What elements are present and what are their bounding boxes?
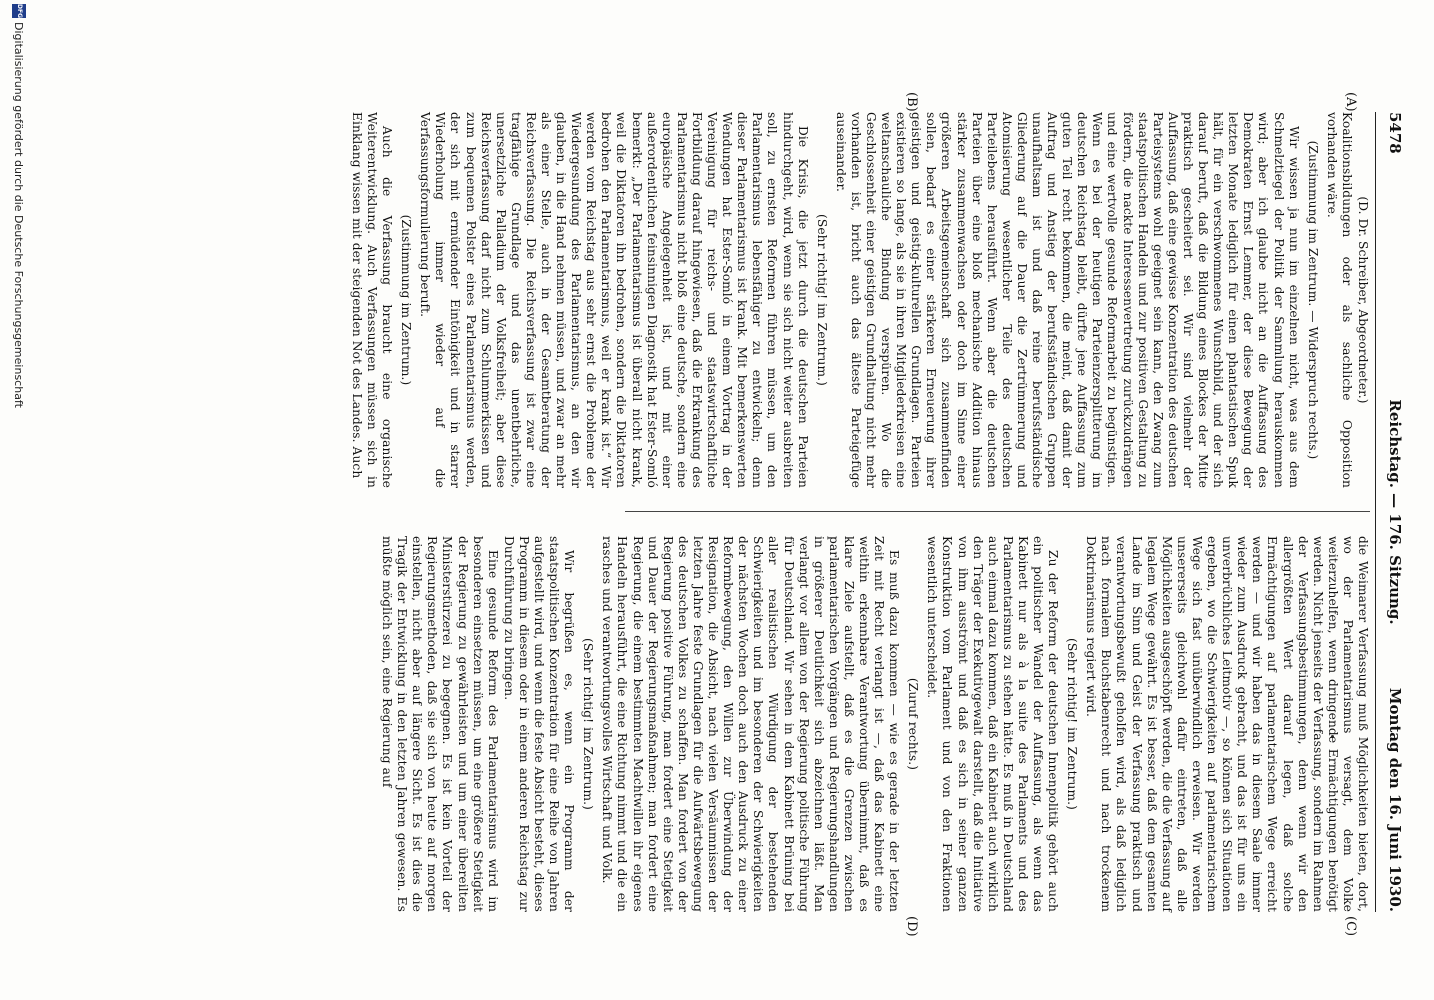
dfg-logo-icon: DFG — [12, 4, 26, 18]
interjection: (Sehr richtig! im Zentrum.) — [581, 638, 596, 810]
paragraph: Wir wissen ja nun im einzelnen nicht, was aus dem Schmelztiegel der Politik der Sammlung herauskommen wird; aber ich glaube nicht an die Auffassung des Demokraten Ernst Lemmer, der diese Bewegung der letzten Monate lediglich für einen phantastischen Spuk hält, für ein verschwommenes Wunschbild, und der sich darauf beruft, daß die Bildung eines Blockes der Mitte praktisch gescheitert sei. Wir sind vielmehr der Auffassung, daß eine gewisse Konzentration des deutschen Parteisystems wohl geeignet sein kann, den Zwang zum staatspolitischen Handeln und zur positiven Gestaltung zu fördern, die nackte Interessenvertretung zurückzudrängen und eine wertvolle gesunde Reformarbeit zu begünstigen. Wenn es bei der heutigen Parteienzersplitterung im deutschen Reichstag bleibt, dürfte jene Auffassung zum guten Teil recht bekommen, die meint, daß damit der Auftrag und Anstieg der berufsständischen Gruppen unaufhaltsam ist und daß reine berufsständische Gliederung auf die Dauer die Zertrümmerung und Atomisierung wesentlicher Teile des deutschen Parteilebens herausführt. Wenn aber die deutschen Parteien über eine bloß mechanische Addition hinaus stärker zusammenwachsen oder doch im Sinne einer größeren Arbeitsgemeinschaft sich zusammenfinden sollen, bedarf es einer stärkeren Erneuerung ihrer geistigen und geistig-kulturellen Grundlagen. Parteien existieren so lange, als sie in ihren Mitgliederkreisen eine weltanschauliche Bindung verspüren. Wo die Geschlossenheit einer geistigen Grundhaltung nicht mehr vorhanden ist, bricht auch das älteste Parteigefüge auseinander. — [833, 112, 1301, 488]
column-divider — [625, 511, 1370, 512]
session-title: Reichstag. — 176. Sitzung. — [1386, 399, 1404, 625]
margin-marker-c: (C) — [1343, 916, 1358, 937]
paragraph: Es muß dazu kommen — wie es gerade in der letzten Zeit mit Recht verlangt ist —, daß das Kabinett eine weithin erkennbare Verantwortung übernimmt, daß es klare Ziele aufstellt, daß es die Grenzen zwischen parlamentarischen Vorgängen und Regierungshandlungen in größerer Deutlichkeit sich abzeichnen läßt. Man verlangt vor allem von der Regierung politische Führung für Deutschland. Wir sehen in dem Kabinett Brüning bei aller realistischen Würdigung der bestehenden Schwierigkeiten und im besonderen der Schwierigkeiten der nächsten Wochen doch auch den Ausdruck zu einer Reformbewegung, den Willen zur Überwindung der Resignation, die Absicht, nach vielen Versäumnissen der letzten Jahre feste Grundlagen für die Aufwärtsbewegung des deutschen Volkes zu schaffen. Man fordert von der Regierung positive Führung, man fordert eine Stetigkeit und Dauer der Regierungsmaßnahmen; man fordert eine Regierung, die einem bestimmten Machtwillen ihr eigenes Handeln herausführt, die eine Richtung nimmt und die ein rasches und verantwortungsvolles Wirtschaft und Volk. — [600, 536, 902, 912]
paragraph: die Weimarer Verfassung muß Möglichkeiten bieten, dort, wo der Parlamentarismus versagt, dem Volke weiterzuhelfen, wenn dringende Ermächtigungen benötigt werden. Nicht jenseits der Verfassung, sondern im Rahmen der Verfassungsbestimmungen, denn wenn wir den allergrößten Wert darauf legen, daß solche Ermächtigungen auf parlamentarischem Wege erreicht werden — und wir haben das in diesem Saale immer wieder zum Ausdruck gebracht, und das ist für uns ein unverbrüchliches Leitmotiv —, so können sich Situationen ergeben, wo die Schwierigkeiten auf parlamentarischem Wege sich fast unüberwindlich erweisen. Wir werden unsererseits gleichwohl dafür eintreten, daß alle Möglichkeiten ausgeschöpft werden, die die Verfassung auf legalem Wege gewährt. Es ist besser, daß dem gesamten Lande im Sinn und Geist der Verfassung praktisch und verantwortungsbewußt geholfen wird, als daß lediglich nach formalem Buchstabenrecht und nach trockenem Doktrinarismus regiert wird. — [1084, 536, 1370, 912]
margin-marker-d: (D) — [904, 916, 919, 937]
left-column — [348, 112, 1370, 488]
speaker-line: (D. Dr. Schreiber, Abgeordneter.) — [1356, 196, 1370, 404]
paragraph: Eine gesunde Reform des Parlamentarismus wird im besonderen einsetzen müssen, um eine größere Stetigkeit der Regierung zu gewährleisten und um einer übereilten Ministerstürzerei zu begegnen. Es ist kein Vorteil der Regierungsmethoden, daß sie sich von heute auf morgen einstellen, nicht aber auf längere Sicht. Es ist dies die Tragik der Entwicklung in den letzten Jahren gewesen. Es müßte möglich sein, eine Regierung auf — [380, 536, 500, 912]
funding-note: Digitalisierung gefördert durch die Deutsche Forschungsgemeinschaft — [12, 22, 25, 408]
paragraph: Zu der Reform der deutschen Innenpolitik gehört auch ein politischer Wandel der Auffassung, als wenn das Kabinett nur als à la suite des Parlaments und des Parlamentarismus zu stehen hätte. Es muß in Deutschland auch einmal dazu kommen, daß ein Kabinett auch wirklich den Träger der Exekutivgewalt darstellt, daß die Initiative von ihm ausströmt und daß es sich in seiner ganzen Konstruktion vom Parlament und von den Fraktionen wesentlich unterscheidet. — [925, 536, 1061, 912]
digitization-footer — [7, 0, 29, 1000]
page-number: 5478 — [1386, 112, 1404, 154]
paragraph: Auch die Verfassung braucht eine organische Weiterentwicklung. Auch Verfassungen müssen sich in Einklang wissen mit der steigenden Not des Landes. Auch — [349, 112, 395, 488]
interjection: (Zustimmung im Zentrum. — Widerspruch rechts.) — [1305, 140, 1320, 460]
interjection: (Sehr richtig! im Zentrum.) — [1065, 638, 1080, 810]
margin-marker-a: (A) — [1343, 92, 1358, 112]
interjection: (Zuruf rechts.) — [906, 677, 921, 771]
right-column — [378, 536, 1370, 912]
paragraph: Die Krisis, die jetzt durch die deutschen Parteien hindurchgeht, wird, wenn sie sich nicht weiter ausbreiten soll, zu ernsten Reformen führen müssen, um den Parlamentarismus lebensfähiger zu entwickeln; denn dieser Parlamentarismus ist krank. Mit bemerkenswerten Wendungen hat Ester-Somló in einem Vortrag in der Vereinigung für reichs- und staatswirtschaftliche Fortbildung darauf hingewiesen, daß die Erkrankung des Parlamentarismus nicht bloß eine deutsche, sondern eine europäische Angelegenheit ist, und mit einer außerordentlichen feinsinnigen Diagnostik hat Ester-Somló bemerkt: „Der Parlamentarismus ist überall nicht krank, weil die Diktatoren ihn bedrohen, sondern die Diktatoren bedrohen den Parlamentarismus, weil er krank ist.“ Wir werden vom Reichstag aus sehr ernst die Probleme der Wiedergesundung des Parlamentarismus, an den wir glauben, in die Hand nehmen müssen, und zwar an mehr als einer Stelle, auch in der Gesamtberatung der Reichsverfassung. Die Reichsverfassung ist zwar eine tragfähige Grundlage und das unentbehrliche, unersetzliche Palladium der Volksfreiheit; aber diese Reichsverfassung darf nicht zum Schlummerkissen und zum bequemen Polster eines Parlamentarismus werden, der sich mit ermüdender Eintönigkeit und in starrer Wiederholung immer wieder auf die Verfassungsformulierung beruft. — [418, 112, 810, 488]
interjection: (Zustimmung im Zentrum.) — [399, 214, 414, 386]
margin-marker-b: (B) — [904, 92, 919, 112]
header-rule — [1375, 112, 1376, 912]
interjection: (Sehr richtig! im Zentrum.) — [814, 214, 829, 386]
paragraph: Koalitionsbildungen oder als sachliche Opposition vorhanden wäre. — [1324, 112, 1354, 488]
session-date: Montag den 16. Juni 1930. — [1386, 687, 1404, 912]
paragraph: Wir begrüßen es, wenn ein Programm der staatspolitischen Konzentration für eine Reihe von Jahren aufgestellt wird, und wenn die feste Absicht besteht, dieses Programm in diesem oder in einem anderen Reichstag zur Durchführung zu bringen. — [501, 536, 577, 912]
page-header — [1380, 112, 1404, 912]
